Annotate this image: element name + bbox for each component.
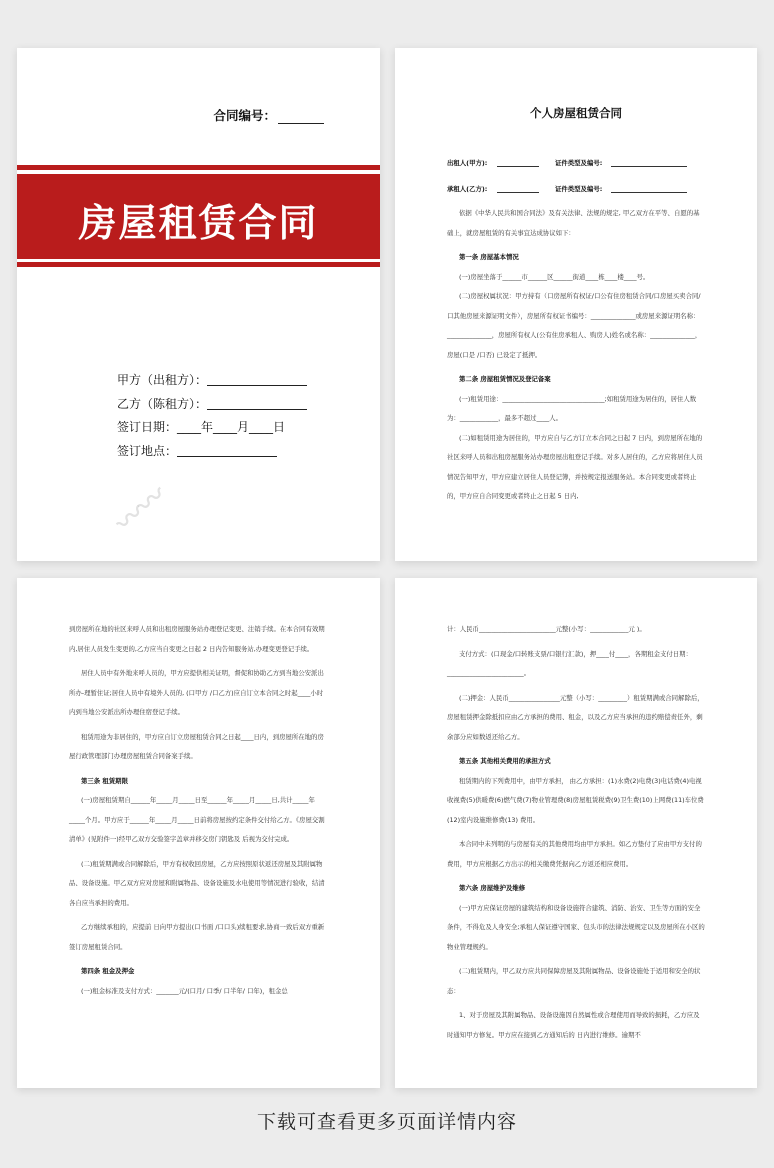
paragraph: 1、对于房屋及其附属物品、设备设施因自然属性或合理使用而导致的损耗，乙方应及时通知甲方修复。甲方应在接到乙方通知后的 日内进行维修。逾期不 xyxy=(447,1011,700,1039)
section-heading: 第三条 租赁期限 xyxy=(81,776,128,785)
paragraph: (二)押金：人民币________________元整（小写：_________）租赁期满或合同解除后，房屋租赁押金除抵扣应由乙方承担的费用、租金，以及乙方应当承担的违约赔偿责任外，剩余部分应如数返还给乙方。 xyxy=(447,693,704,741)
field-blank xyxy=(177,444,277,457)
contract-body-2 xyxy=(447,154,705,507)
paragraph: (二)房屋权属状况：甲方持有（口房屋所有权证/口公有住房租赁合同/口房屋买卖合同/ 口其他房屋来源证明文件），房屋所有权证书编号：______________或房屋来源证明名称：______________，房屋所有权人(公有住房承租人、购房人)姓名或名称：______________，房屋(口是 /口否) 已设定了抵押。 xyxy=(447,292,702,359)
section-heading: 第五条 其他相关费用的承担方式 xyxy=(459,757,551,765)
contract-title: 个人房屋租赁合同 xyxy=(530,106,622,120)
field-label: 甲方（出租方）： xyxy=(117,373,208,388)
paragraph: 乙方继续承租的，应提前 日向甲方提出(口书面 /口口头)续租要求,协商一致后双方重新签订房屋租赁合同。 xyxy=(69,923,325,951)
paragraph: (二)租赁期内，甲乙双方应共同保障房屋及其附属物品、设备设施处于适用和安全的状态： xyxy=(447,967,701,995)
field-blank xyxy=(207,397,307,410)
contract-number-label: 合同编号： xyxy=(213,108,276,123)
sign-date-value: ____年____月____日 xyxy=(177,420,286,435)
paragraph: 租赁用途为非居住的，甲方应自订立房屋租赁合同之日起____日内，到房屋所在地的房屋行政管理部门办理房屋租赁合同备案手续。 xyxy=(69,732,324,760)
paragraph: 居住人员中有外地来呼人员的，甲方应提供相关证明，督促和协助乙方到当地公安派出所办-理暂住证;居住人员中有境外人员的, (口甲方 /口乙方)应自订立本合同之时起____小时内到当地公安派出所办理住宿登记手续。 xyxy=(69,669,324,716)
paragraph: 依据《中华人民共和国合同法》及有关法律、法规的规定, 甲乙双方在平等、自愿的基础上，就房屋租赁的有关事宜达成协议如下： xyxy=(447,209,700,237)
contract-page-4 xyxy=(395,578,757,1088)
contract-body-4 xyxy=(447,620,705,1045)
section-heading: 第二条 房屋租赁情况及登记备案 xyxy=(459,375,551,383)
party-row-lessee xyxy=(447,180,705,200)
section-heading: 第一条 房屋基本情况 xyxy=(459,253,519,261)
cover-field-sign-date xyxy=(117,415,307,439)
id-blank xyxy=(611,154,687,167)
cover-page xyxy=(17,48,380,561)
field-label: 签订地点： xyxy=(117,443,178,458)
paragraph: (一)房屋租赁期自______年_____月_____日至______年_____月_____日,共计_____年_____个月。甲方应于______年_____月_____日前将房屋按约定条件交付给乙方。《房屋交割清单》(见附件一)经甲乙双方交验签字盖章并移交房门钥匙及 后视为交付完成。 xyxy=(69,796,325,843)
paragraph: 到房屋所在地的社区来呼人员和出租房屋服务站办理登记变更、注销手续。在本合同有效期内,居住人员发生变更的,乙方应当自变更之日起 2 日内告知服务站,办理变更登记手续。 xyxy=(69,625,325,653)
contract-page-3 xyxy=(17,578,380,1088)
party-row-lessor xyxy=(447,154,705,174)
contract-page-2 xyxy=(395,48,757,561)
cover-fields xyxy=(117,368,307,462)
id-blank xyxy=(611,180,687,193)
party-blank xyxy=(497,180,539,193)
contract-body-3 xyxy=(69,620,328,1001)
download-more-caption[interactable]: 下载可查看更多页面详情内容 xyxy=(256,1111,517,1133)
paragraph: 计：人民币________________________元整(小写：____________元 )。 xyxy=(447,625,646,633)
cover-field-sign-place xyxy=(117,439,307,463)
paragraph: 支付方式：(口现金/口转账支票/口银行汇款)，押____付____，各期租金支付日期：________________________。 xyxy=(447,649,692,677)
field-label: 乙方（陈租方）： xyxy=(117,396,208,411)
red-stripe-bottom xyxy=(17,262,380,267)
id-label: 证件类型及编号: xyxy=(555,184,603,193)
section-heading: 第四条 租金及押金 xyxy=(81,967,135,975)
watermark: 〰〰 xyxy=(108,478,174,540)
cover-field-party-a xyxy=(117,368,307,392)
contract-number-line xyxy=(278,111,324,124)
paragraph: (一)房屋坐落于______市______区______街道____栋____楼____号。 xyxy=(459,272,650,281)
paragraph: (二)租赁期满或合同解除后，甲方有权收回房屋，乙方应按照原状返还房屋及其附属物品、设备设施。甲乙双方应对房屋和附属物品、设备设施及水电使用等情况进行验收，结清各自应当承担的费用。 xyxy=(69,859,325,907)
party-label: 出租人(甲方): xyxy=(447,159,488,167)
cover-title: 房屋租赁合同 xyxy=(78,200,319,245)
paragraph: (二)如租赁用途为居住的，甲方应自与乙方订立本合同之日起 7 日内，到房屋所在地的社区来呼人员和出租房屋服务站办理房屋出租登记手续。对多人居住的，乙方应将居住人员情况告知甲方，甲方应建立居住人员登记簿，并按规定报送服务站。本合同变更或者终止的，甲方应自合同变更或者终止之日起 5 日内, xyxy=(447,433,703,500)
paragraph: 本合同中未列明的与房屋有关的其他费用均由甲方承担。如乙方垫付了应由甲方支付的费用，甲方应根据乙方出示的相关缴费凭据向乙方返还相应费用。 xyxy=(447,840,702,868)
party-label: 承租人(乙方): xyxy=(447,184,488,193)
paragraph: (一)租赁用途：________________________________;如租赁用途为居住的，居住人数为：____________，最多不超过____人。 xyxy=(447,394,697,422)
paragraph: 租赁期内的下列费用中，由甲方承担， 由乙方承担：(1)水费(2)电费(3)电话费(4)电视收视费(5)供暖费(6)燃气费(7)物业管理费(8)房屋租赁税费(9)卫生费(10)上网费(11)车位费(12)室内设施维修费(13) 费用。 xyxy=(447,776,704,824)
paragraph: (一)甲方应保证房屋的建筑结构和设备设施符合建筑、消防、治安、卫生等方面的安全条件，不得危及人身安全;承租人保证遵守国家、包头市的法律法规规定以及房屋所在小区的物业管理规约。 xyxy=(447,903,705,951)
field-label: 签订日期： xyxy=(117,420,178,435)
cover-field-party-b xyxy=(117,392,307,416)
section-heading: 第六条 房屋维护及维修 xyxy=(459,884,526,892)
field-blank xyxy=(207,373,307,386)
red-stripe-top xyxy=(17,165,380,170)
contract-number xyxy=(213,106,324,124)
party-blank xyxy=(497,154,539,167)
paragraph: (一)租金标准及支付方式：_______元/(口月/ 口季/ 口半年/ 口年)，租金总 xyxy=(81,986,288,995)
id-label: 证件类型及编号: xyxy=(555,159,603,167)
